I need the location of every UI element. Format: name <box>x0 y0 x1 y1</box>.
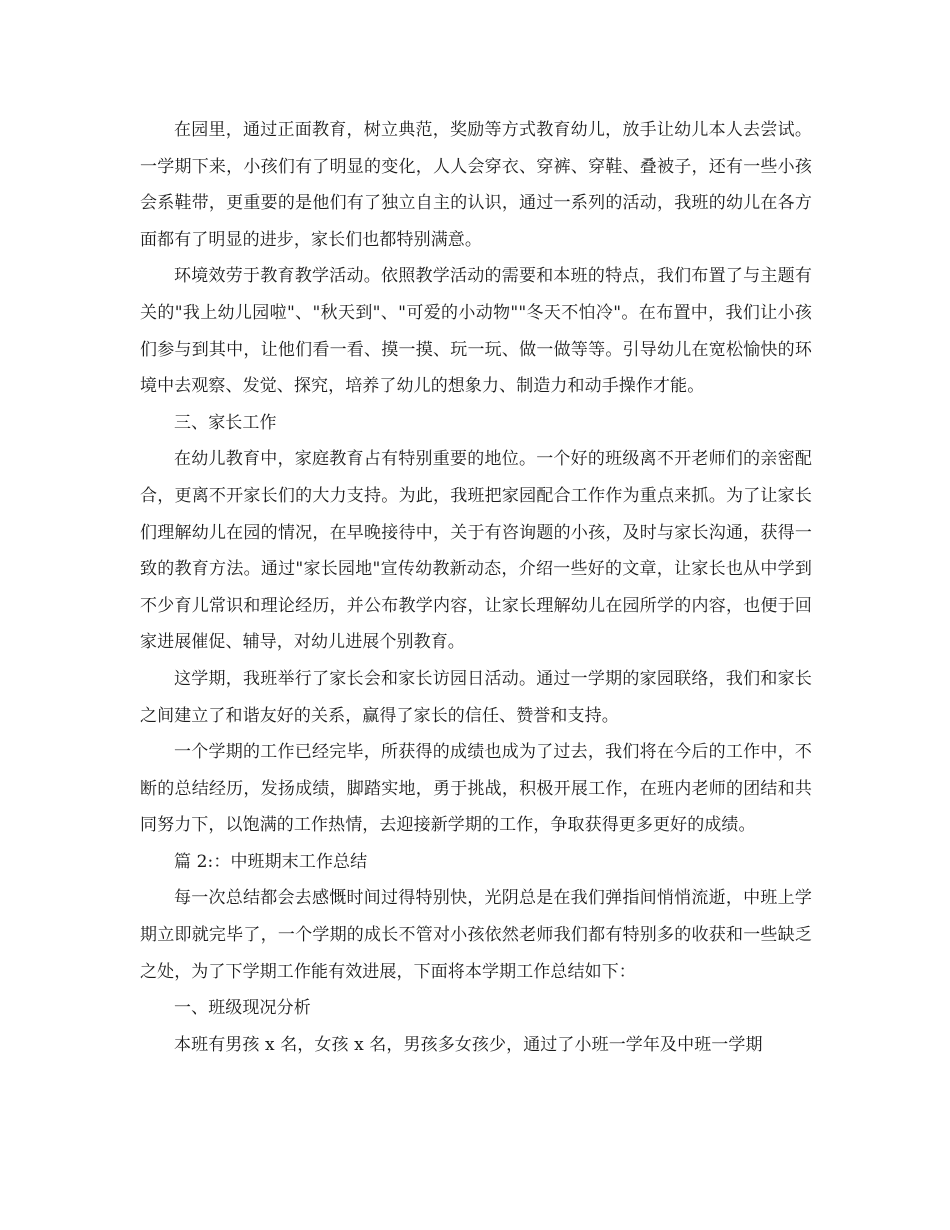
paragraph-self-care: 在园里，通过正面教育，树立典范，奖励等方式教育幼儿，放手让幼儿本人去尝试。一学期下来，小孩们有了明显的变化，人人会穿衣、穿裤、穿鞋、叠被子，还有一些小孩会系鞋带，更重要的是他们有了独立自主的认识，通过一系列的活动，我班的幼儿在各方面都有了明显的进步，家长们也都特别满意。 <box>140 120 812 250</box>
paragraph-family-education: 在幼儿教育中，家庭教育占有特别重要的地位。一个好的班级离不开老师们的亲密配合，更离不开家长们的大力支持。为此，我班把家园配合工作作为重点来抓。为了让家长们理解幼儿在园的情况，在早晚接待中，关于有咨询题的小孩，及时与家长沟通，获得一致的教育方法。通过"家长园地"宣传幼教新动态，介绍一些好的文章，让家长也从中学到不少育儿常识和理论经历，并公布教学内容，让家长理解幼儿在园所学的内容，也便于回家进展催促、辅导，对幼儿进展个别教育。 <box>140 449 812 653</box>
section-heading-class-analysis: 一、班级现况分析 <box>174 998 311 1019</box>
paragraph-conclusion: 一个学期的工作已经完毕，所获得的成绩也成为了过去，我们将在今后的工作中，不断的总结经历，发扬成绩，脚踏实地，勇于挑战，积极开展工作，在班内老师的团结和共同努力下，以饱满的工作热情，去迎接新学期的工作，争取获得更多更好的成绩。 <box>140 742 812 836</box>
section-heading-parent-work: 三、家长工作 <box>174 412 277 433</box>
paragraph-parent-meetings: 这学期，我班举行了家长会和家长访园日活动。通过一学期的家园联络，我们和家长之间建立了和谐友好的关系，赢得了家长的信任、赞誉和支持。 <box>140 668 812 726</box>
paragraph-class-composition: 本班有男孩 x 名，女孩 x 名，男孩多女孩少，通过了小班一学年及中班一学期 <box>174 1034 763 1055</box>
article-title-part-2: 篇 2:：中班期末工作总结 <box>174 851 368 872</box>
paragraph-environment: 环境效劳于教育教学活动。依照教学活动的需要和本班的特点，我们布置了与主题有关的"我上幼儿园啦"、"秋天到"、"可爱的小动物""冬天不怕冷"。在布置中，我们让小孩们参与到其中，让他们看一看、摸一摸、玩一玩、做一做等等。引导幼儿在宽松愉快的环境中去观察、发觉、探究，培养了幼儿的想象力、制造力和动手操作才能。 <box>140 266 812 397</box>
document-body <box>140 112 812 1063</box>
paragraph-introduction: 每一次总结都会去感慨时间过得特别快，光阴总是在我们弹指间悄悄流逝，中班上学期立即就完毕了，一个学期的成长不管对小孩依然老师我们都有特别多的收获和一些缺乏之处，为了下学期工作能有效进展，下面将本学期工作总结如下： <box>140 888 812 982</box>
